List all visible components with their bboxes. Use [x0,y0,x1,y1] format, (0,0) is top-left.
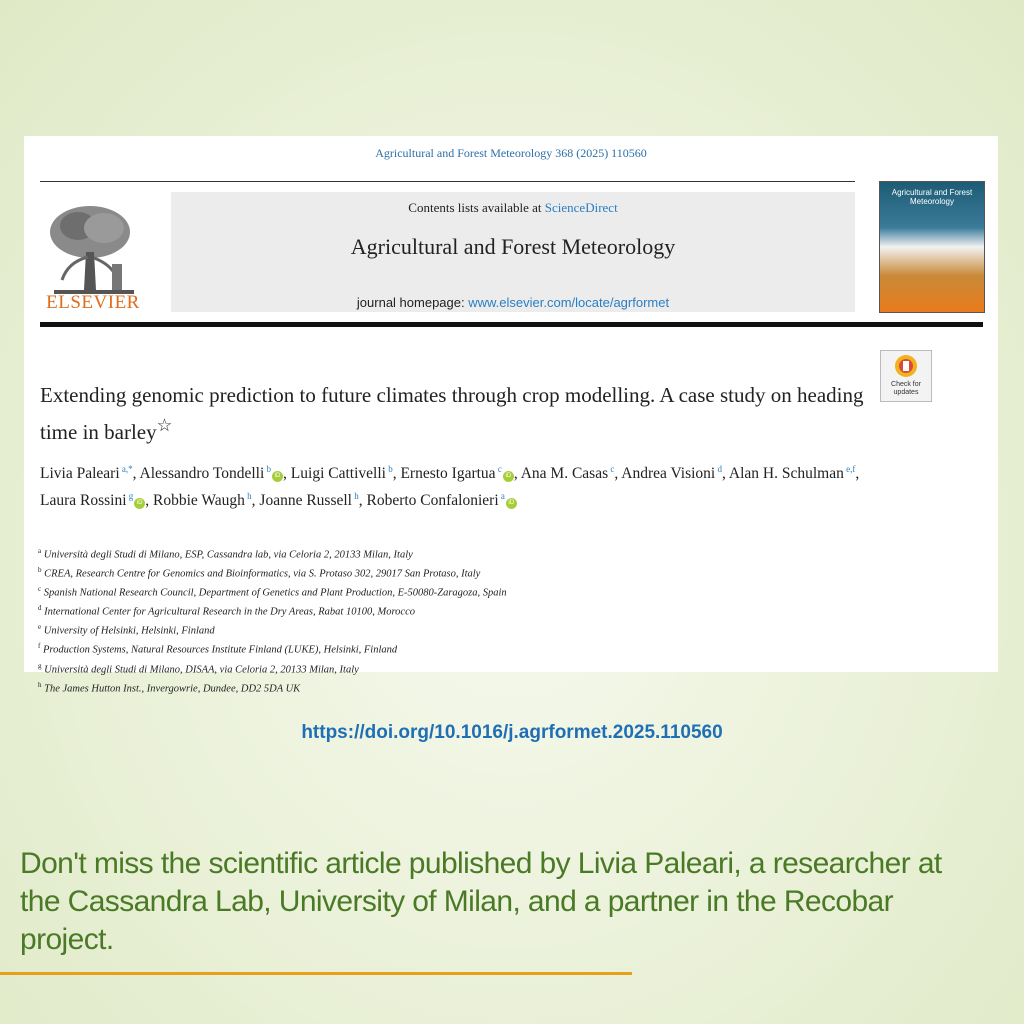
author-name[interactable]: Luigi Cattivelli [290,465,386,483]
check-for-updates-label: Check for updates [891,381,921,396]
author-name[interactable]: Ana M. Casas [520,465,609,483]
author-separator: , [251,492,260,510]
affiliation-key: g [38,661,42,670]
author-separator: , [392,465,401,483]
affiliation-key: h [38,680,42,689]
author-entry [366,492,516,509]
contents-line [171,200,855,216]
affiliation-key: c [38,585,42,594]
promo-text: Don't miss the scientific article published by Livia Paleari, a researcher at the Cassandra Lab, University of Milan, and a partner in the Recobar project. [20,847,942,956]
author-name[interactable]: Roberto Confalonieri [366,492,499,510]
author-list [40,458,880,512]
affiliation-key: d [38,604,42,613]
author-separator: , [145,492,154,510]
author-separator: , [132,465,140,483]
author-separator: , [721,465,729,483]
author-affiliation-mark[interactable]: a [498,491,505,502]
affiliation-item [38,659,938,678]
cover-title: Agricultural and Forest Meteorology [891,188,973,206]
homepage-prefix: journal homepage: [356,295,469,310]
affiliation-item [38,563,938,582]
journal-info-box [171,192,855,312]
affiliation-text: Production Systems, Natural Resources Institute Finland (LUKE), Helsinki, Finland [40,644,398,656]
author-name[interactable]: Alan H. Schulman [728,465,844,483]
affiliation-item [38,678,938,697]
affiliation-key: e [38,623,42,632]
author-name[interactable]: Robbie Waugh [153,492,245,510]
author-separator: , [855,465,860,483]
affiliation-item [38,582,938,601]
journal-homepage-link[interactable]: www.elsevier.com/locate/agrformet [468,295,670,310]
author-affiliation-mark[interactable]: c [495,464,502,474]
check-for-updates-badge[interactable] [880,350,932,402]
crossmark-icon [881,351,931,381]
author-affiliation-mark[interactable]: d [715,464,722,474]
title-footnote-mark: ☆ [156,415,173,435]
author-affiliation-mark[interactable]: a,* [119,464,133,474]
affiliation-text: The James Hutton Inst., Invergowrie, Dundee, DD2 5DA UK [41,683,301,695]
author-name[interactable]: Livia Paleari [40,465,120,483]
affiliation-key: f [38,642,41,651]
author-affiliation-mark[interactable]: b [264,464,272,474]
journal-citation: Agricultural and Forest Meteorology 368 (2025) 110560 [375,146,647,160]
affiliation-item [38,620,938,639]
author-entry [40,492,153,509]
author-separator: , [513,465,521,483]
author-entry [259,492,366,509]
author-affiliation-mark[interactable]: c [608,464,615,474]
author-affiliation-mark[interactable]: b [385,464,393,474]
affiliation-item [38,601,938,620]
author-name[interactable]: Ernesto Igartua [400,465,496,483]
affiliation-text: CREA, Research Centre for Genomics and Bioinformatics, via S. Protaso 302, 29017 San Protaso, Italy [41,568,481,580]
article-title-text: Extending genomic prediction to future climates through crop modelling. A case study on heading time in barley [40,383,864,444]
orcid-icon[interactable]: iD [272,471,283,482]
sciencedirect-link[interactable]: ScienceDirect [544,200,618,215]
author-affiliation-mark[interactable]: h [244,491,252,502]
header-divider [40,322,983,327]
affiliation-text: Spanish National Research Council, Department of Genetics and Plant Production, E-50080-Zaragoza, Spain [41,587,507,599]
author-separator: , [358,492,367,510]
affiliation-key: a [38,547,42,555]
author-affiliation-mark[interactable]: e,f [843,464,856,474]
article-header-card [24,136,998,695]
contents-prefix: Contents lists available at [408,200,545,215]
author-entry [140,465,291,482]
affiliation-text: Università degli Studi di Milano, DISAA, via Celoria 2, 20133 Milan, Italy [41,664,359,676]
affiliation-item [38,544,938,563]
article-title [40,380,870,447]
orcid-icon[interactable]: iD [503,471,514,482]
author-entry [621,465,729,482]
affiliation-list [38,544,938,697]
author-entry [153,492,259,509]
author-separator: , [614,465,622,483]
orange-divider [0,972,632,975]
author-name[interactable]: Laura Rossini [40,492,127,510]
elsevier-logo-text: ELSEVIER [46,292,140,313]
author-name[interactable]: Alessandro Tondelli [139,465,265,483]
journal-name: Agricultural and Forest Meteorology [350,234,676,259]
author-entry [40,465,140,482]
doi-link[interactable]: https://doi.org/10.1016/j.agrformet.2025.110560 [301,722,723,743]
author-entry [521,465,622,482]
homepage-line [171,295,855,310]
author-entry [400,465,520,482]
affiliation-text: University of Helsinki, Helsinki, Finland [41,625,215,637]
author-entry [729,465,859,482]
affiliation-text: International Center for Agricultural Research in the Dry Areas, Rabat 10100, Morocco [41,606,415,618]
orcid-icon[interactable]: iD [506,498,517,509]
affiliation-item [38,639,938,658]
author-affiliation-mark[interactable]: h [351,491,359,502]
author-entry [291,465,401,482]
orcid-icon[interactable]: iD [134,498,145,509]
affiliation-key: b [38,566,42,575]
author-affiliation-mark[interactable]: g [126,491,134,502]
author-name[interactable]: Andrea Visioni [621,465,716,483]
affiliation-text: Università degli Studi di Milano, ESP, Cassandra lab, via Celoria 2, 20133 Milan, Italy [41,549,413,561]
author-name[interactable]: Joanne Russell [259,492,352,510]
journal-cover-image [879,181,985,313]
top-divider [40,181,855,182]
author-separator: , [283,465,291,483]
